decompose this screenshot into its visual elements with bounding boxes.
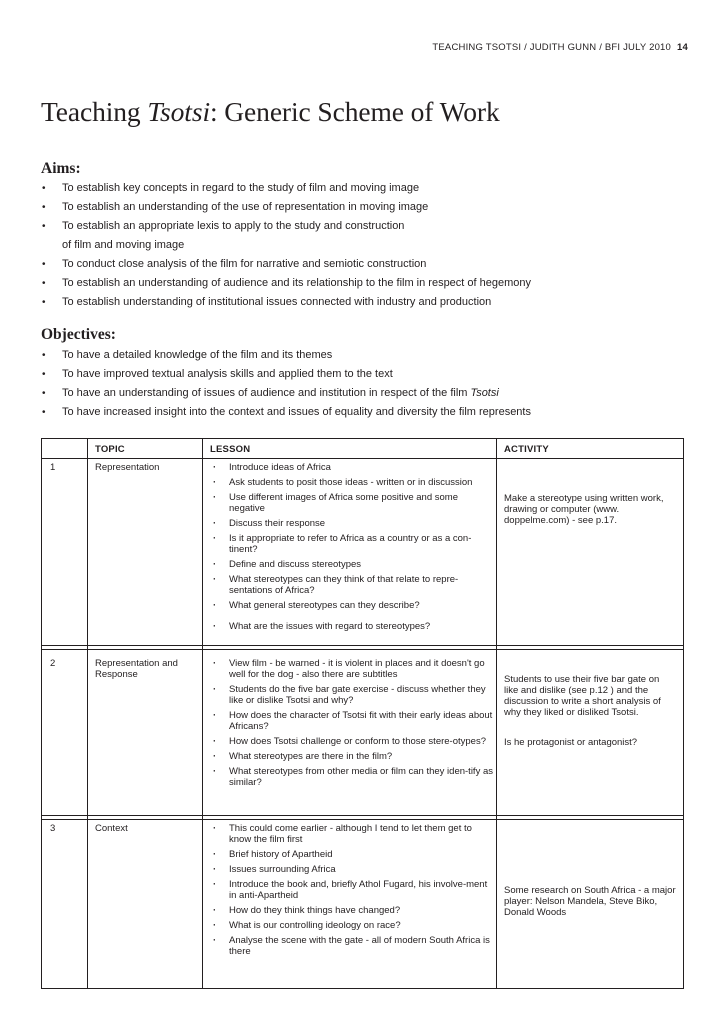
lesson-item: · How does the character of Tsotsi fit with their early ideas about Africans? [210,710,495,732]
list-item-continuation: of film and moving image [62,239,185,251]
column-divider [202,439,203,988]
lesson-item: · How do they think things have changed? [210,905,495,916]
row-divider [42,815,683,816]
lesson-item: · This could come earlier - although I tend to let them get to know the film first [210,823,495,845]
lesson-item: · What stereotypes from other media or film can they iden-tify as similar? [210,766,495,788]
lesson-item: · View film - be warned - it is violent in places and it doesn't go well for the dog - also there are subtitles [210,658,495,680]
row-divider [42,645,683,646]
lesson-item: · Use different images of Africa some positive and some negative [210,492,495,514]
row-divider [42,649,683,650]
aims-list [41,179,531,312]
row-divider [42,819,683,820]
title-prefix: Teaching [41,96,148,127]
row-topic: Representation and Response [95,658,178,680]
title-film: Tsotsi [147,96,210,127]
column-divider [87,439,88,988]
scheme-table [41,438,684,989]
header-topic: TOPIC [95,444,125,455]
list-item [41,384,531,403]
lesson-item: · Is it appropriate to refer to Africa as a country or as a con-tinent? [210,533,495,555]
list-item: • To establish understanding of institutional issues connected with industry and production [41,293,531,312]
lesson-item: · What stereotypes can they think of that relate to repre-sentations of Africa? [210,574,495,596]
page-number: 14 [677,42,688,53]
objective-film-title: Tsotsi [470,387,499,399]
row-activity: Make a stereotype using written work, drawing or computer (www. doppelme.com) - see p.17. [504,493,664,526]
lesson-item: · Students do the five bar gate exercise - discuss whether they like or dislike Tsotsi and why? [210,684,495,706]
running-header [432,42,688,53]
title-suffix: : Generic Scheme of Work [209,96,500,127]
lesson-item: · Define and discuss stereotypes [210,559,495,570]
lesson-item: · How does Tsotsi challenge or conform to those stere-otypes? [210,736,495,747]
row-number: 2 [50,658,56,669]
objectives-heading: Objectives: [41,326,116,343]
lesson-list [210,658,495,788]
lesson-item: · Ask students to posit those ideas - written or in discussion [210,477,495,488]
row-topic: Representation [95,462,160,473]
list-item: • To have increased insight into the context and issues of equality and diversity the film represents [41,403,531,422]
row-activity-question: Is he protagonist or antagonist? [504,737,638,748]
list-item: • To conduct close analysis of the film for narrative and semiotic construction [41,255,531,274]
list-item: • To establish key concepts in regard to the study of film and moving image [41,179,531,198]
row-topic: Context [95,823,128,834]
objective-text: To have an understanding of issues of audience and institution in respect of the film [62,387,471,399]
row-number: 3 [50,823,56,834]
list-item: • To establish an understanding of the use of representation in moving image [41,198,531,217]
row-divider [42,458,683,459]
lesson-item: · What are the issues with regard to stereotypes? [210,621,495,632]
lesson-item: · What stereotypes are there in the film? [210,751,495,762]
header-activity: ACTIVITY [504,444,549,455]
lesson-item: · Discuss their response [210,518,495,529]
objectives-list [41,346,531,422]
lesson-item: · Introduce the book and, briefly Athol Fugard, his involve-ment in anti-Apartheid [210,879,495,901]
list-item: • To establish an understanding of audience and its relationship to the film in respect of hegemony [41,274,531,293]
list-item: • To establish an appropriate lexis to apply to the study and construction [41,217,531,236]
list-item: • To have a detailed knowledge of the film and its themes [41,346,531,365]
lesson-item: · What general stereotypes can they describe? [210,600,495,611]
lesson-item: · Introduce ideas of Africa [210,462,495,473]
list-item: • To have improved textual analysis skills and applied them to the text [41,365,531,384]
row-number: 1 [50,462,56,473]
lesson-item: · What is our controlling ideology on race? [210,920,495,931]
lesson-item: · Analyse the scene with the gate - all of modern South Africa is there [210,935,495,957]
column-divider [496,439,497,988]
header-lesson: LESSON [210,444,251,455]
running-title: TEACHING TSOTSI / JUDITH GUNN / BFI JULY 2010 [432,42,672,53]
lesson-list [210,462,495,632]
page-title [41,96,500,128]
lesson-item: · Issues surrounding Africa [210,864,495,875]
lesson-list [210,823,495,957]
row-activity: Some research on South Africa - a major player: Nelson Mandela, Steve Biko, Donald Woods [504,885,676,918]
aims-heading: Aims: [41,160,81,177]
row-activity: Students to use their five bar gate on like and dislike (see p.12 ) and the discussion to write a short analysis of why they liked or disliked Tsotsi. [504,674,661,718]
lesson-item: · Brief history of Apartheid [210,849,495,860]
